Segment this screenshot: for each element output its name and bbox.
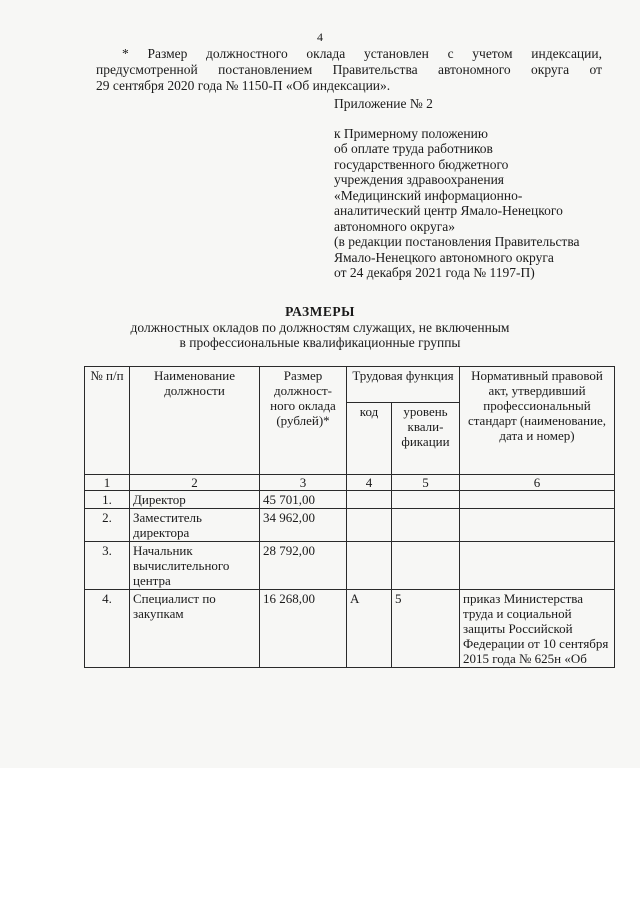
header-name: Наименование должности [130,367,260,475]
footnote-line: * Размер должностного оклада установлен с учетом индексации, [122,46,602,61]
heading-subtitle: в профессиональные квалификационные группы [179,335,461,350]
row-num: 1. [85,491,130,509]
appendix-line: от 24 декабря 2021 года № 1197-П) [334,265,535,280]
column-number: 6 [460,475,615,491]
row-code [347,542,392,590]
row-name: Специалист по закупкам [130,590,260,668]
row-code [347,509,392,542]
row-salary: 45 701,00 [260,491,347,509]
column-number: 1 [85,475,130,491]
row-num: 4. [85,590,130,668]
row-standard [460,491,615,509]
heading-title: РАЗМЕРЫ [285,304,355,319]
row-num: 3. [85,542,130,590]
appendix-line: Ямало-Ненецкого автономного округа [334,249,554,265]
footnote-line: предусмотренной постановлением Правительства автономного округа от [96,62,602,77]
header-function: Трудовая функция [347,367,460,403]
column-number: 4 [347,475,392,491]
row-name: Начальник вычислительного центра [130,542,260,590]
appendix-title: Приложение № 2 [334,96,433,111]
row-level [392,509,460,542]
footnote-line: 29 сентября 2020 года № 1150-П «Об индексации». [96,78,391,93]
table-row [85,542,615,590]
header-salary: Размер должност-ного оклада (рублей)* [260,367,347,475]
document-heading [0,304,640,351]
heading-subtitle: должностных окладов по должностям служащих, не включенным [130,319,510,335]
salary-table [84,366,615,668]
appendix-header [334,96,614,281]
appendix-line: «Медицинский информационно- [334,187,523,203]
column-number: 3 [260,475,347,491]
row-level: 5 [392,590,460,668]
row-code [347,491,392,509]
appendix-line: (в редакции постановления Правительства [334,234,580,249]
appendix-line: учреждения здравоохранения [334,172,505,187]
appendix-line: государственного бюджетного [334,156,509,172]
appendix-line: к Примерному положению [334,125,488,141]
appendix-line: автономного округа» [334,218,455,234]
row-standard [460,542,615,590]
header-num: № п/п [85,367,130,475]
row-salary: 34 962,00 [260,509,347,542]
footnote [96,46,602,94]
column-number: 5 [392,475,460,491]
blank-margin [0,768,640,905]
row-num: 2. [85,509,130,542]
column-number: 2 [130,475,260,491]
appendix-line: аналитический центр Ямало-Ненецкого [334,203,563,218]
table-row [85,509,615,542]
header-standard: Нормативный правовой акт, утвердивший профессиональный стандарт (наименование, дата и номер) [460,367,615,475]
table-header-row [85,367,615,403]
row-code: А [347,590,392,668]
column-number-row [85,475,615,491]
table-row [85,590,615,668]
appendix-line: об оплате труда работников [334,141,493,156]
row-salary: 16 268,00 [260,590,347,668]
row-salary: 28 792,00 [260,542,347,590]
row-standard [460,509,615,542]
page-number: 4 [317,30,323,44]
row-name: Заместитель директора [130,509,260,542]
row-standard: приказ Министерства труда и социальной защиты Российской Федерации от 10 сентября 2015 года № 625н «Об [460,590,615,668]
header-level: уровень квали-фикации [392,403,460,475]
header-code: код [347,403,392,475]
row-level [392,542,460,590]
row-level [392,491,460,509]
table-row [85,491,615,509]
row-name: Директор [130,491,260,509]
